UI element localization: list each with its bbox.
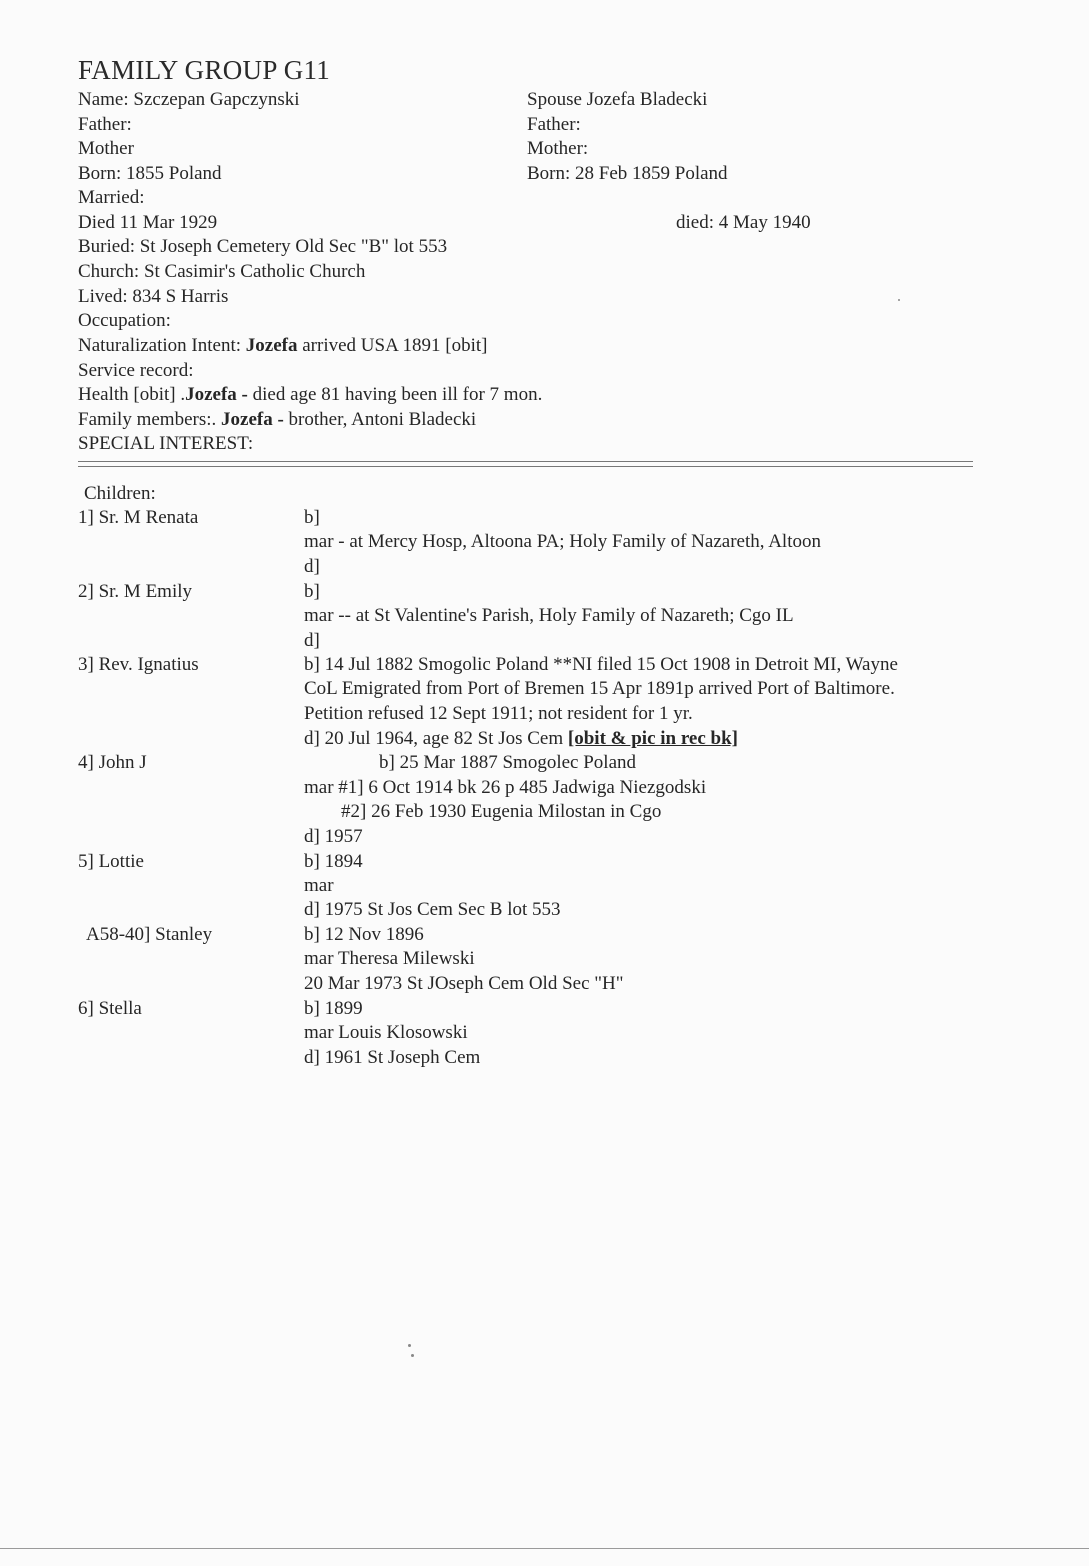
child-4-married-2: #2] 26 Feb 1930 Eugenia Milostan in Cgo	[341, 801, 662, 822]
child-4-name: 4] John J	[78, 752, 147, 773]
child-3-obit-note: [obit & pic in rec bk]	[567, 728, 739, 749]
child-3-died-text: d] 20 Jul 1964, age 82 St Jos Cem	[304, 728, 568, 749]
service-record-field: Service record:	[78, 360, 194, 381]
double-divider	[78, 461, 973, 467]
family-members-name: Jozefa -	[221, 409, 284, 430]
scan-speck	[898, 299, 900, 301]
health-name: Jozefa -	[185, 384, 248, 405]
health-field	[78, 383, 542, 407]
child-7-married: mar Louis Klosowski	[304, 1022, 468, 1043]
scan-speck	[408, 1344, 411, 1347]
child-1-married: mar - at Mercy Hosp, Altoona PA; Holy Family of Nazareth, Altoon	[304, 531, 821, 552]
spouse-field: Spouse Jozefa Bladecki	[527, 89, 708, 110]
occupation-field: Occupation:	[78, 310, 171, 331]
child-6-born: b] 12 Nov 1896	[304, 924, 424, 945]
child-7-died: d] 1961 St Joseph Cem	[304, 1047, 481, 1068]
family-members-label: Family members:.	[78, 409, 222, 430]
name-field: Name: Szczepan Gapczynski	[78, 89, 300, 110]
naturalization-name: Jozefa	[245, 335, 298, 356]
health-label: Health [obit] .	[78, 384, 186, 405]
child-3-died	[304, 727, 738, 751]
scan-speck	[411, 1354, 414, 1357]
child-6-married: mar Theresa Milewski	[304, 948, 475, 969]
child-4-born: b] 25 Mar 1887 Smogolec Poland	[379, 752, 637, 773]
spouse-mother-field: Mother:	[527, 138, 589, 159]
father-field: Father:	[78, 114, 132, 135]
family-members-text: brother, Antoni Bladecki	[283, 409, 477, 430]
child-2-name: 2] Sr. M Emily	[78, 581, 193, 602]
naturalization-label: Naturalization Intent:	[78, 335, 246, 356]
buried-field: Buried: St Joseph Cemetery Old Sec "B" lot 553	[78, 236, 448, 257]
health-text: died age 81 having been ill for 7 mon.	[247, 384, 543, 405]
spouse-born-field: Born: 28 Feb 1859 Poland	[527, 163, 728, 184]
born-field: Born: 1855 Poland	[78, 163, 222, 184]
church-field: Church: St Casimir's Catholic Church	[78, 261, 366, 282]
child-1-died: d]	[304, 556, 320, 577]
child-6-name: A58-40] Stanley	[86, 924, 213, 945]
child-7-name: 6] Stella	[78, 998, 142, 1019]
child-1-name: 1] Sr. M Renata	[78, 507, 199, 528]
child-5-name: 5] Lottie	[78, 851, 144, 872]
child-2-married: mar -- at St Valentine's Parish, Holy Family of Nazareth; Cgo IL	[304, 605, 794, 626]
child-2-died: d]	[304, 630, 320, 651]
children-heading: Children:	[84, 483, 156, 504]
married-field: Married:	[78, 187, 145, 208]
mother-field: Mother	[78, 138, 134, 159]
naturalization-field	[78, 334, 487, 358]
child-1-born: b]	[304, 507, 320, 528]
spouse-father-field: Father:	[527, 114, 581, 135]
child-3-petition: Petition refused 12 Sept 1911; not resident for 1 yr.	[304, 703, 693, 724]
child-3-born: b] 14 Jul 1882 Smogolic Poland **NI filed 15 Oct 1908 in Detroit MI, Wayne	[304, 654, 898, 675]
naturalization-text: arrived USA 1891 [obit]	[297, 335, 488, 356]
child-5-died: d] 1975 St Jos Cem Sec B lot 553	[304, 899, 561, 920]
child-7-born: b] 1899	[304, 998, 363, 1019]
child-4-married-1: mar #1] 6 Oct 1914 bk 26 p 485 Jadwiga Niezgodski	[304, 777, 707, 798]
lived-field: Lived: 834 S Harris	[78, 286, 229, 307]
child-4-died: d] 1957	[304, 826, 363, 847]
family-members-field	[78, 408, 476, 432]
bottom-edge-line	[0, 1548, 1089, 1549]
died-field: Died 11 Mar 1929	[78, 212, 218, 233]
page-title: FAMILY GROUP G11	[78, 55, 331, 85]
child-6-died: 20 Mar 1973 St JOseph Cem Old Sec "H"	[304, 973, 624, 994]
child-3-born-cont: CoL Emigrated from Port of Bremen 15 Apr 1891p arrived Port of Baltimore.	[304, 678, 895, 699]
child-5-married: mar	[304, 875, 334, 896]
special-interest-field: SPECIAL INTEREST:	[78, 433, 254, 454]
child-3-name: 3] Rev. Ignatius	[78, 654, 199, 675]
child-5-born: b] 1894	[304, 851, 363, 872]
spouse-died-field: died: 4 May 1940	[676, 212, 811, 233]
child-2-born: b]	[304, 581, 320, 602]
